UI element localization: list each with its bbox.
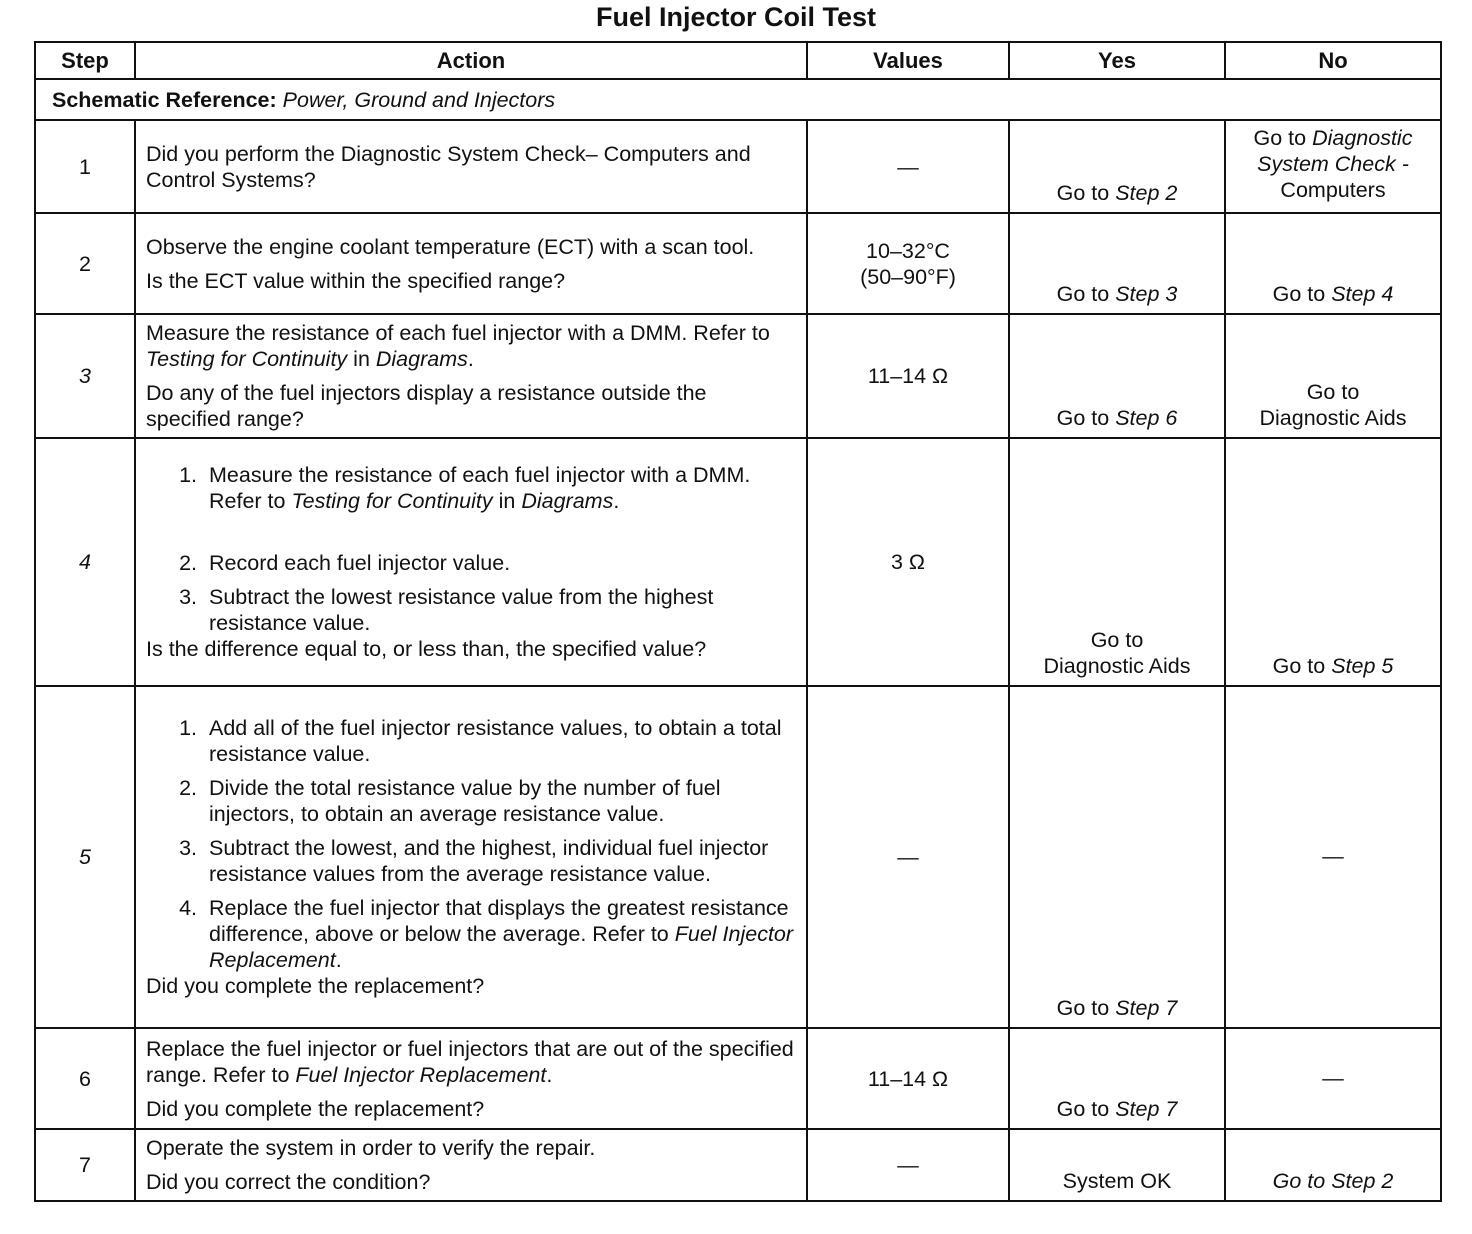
list-item-text: Add all of the fuel injector resistance values, to obtain a total resistance value.: [209, 716, 782, 766]
value-cell: —: [807, 120, 1009, 213]
yes-cell: [1009, 314, 1225, 438]
action-text-part: .: [546, 1062, 553, 1087]
yes-cell: [1009, 213, 1225, 314]
no-cell: —: [1225, 686, 1441, 1028]
table-row: [35, 314, 1441, 438]
yes-cell: [1009, 438, 1225, 686]
no-step-link: Go to Step 2: [1272, 1169, 1394, 1193]
doc-reference: Testing for Continuity: [146, 347, 348, 371]
page-title: Fuel Injector Coil Test: [595, 2, 877, 32]
value-cell: —: [807, 686, 1009, 1028]
action-question: Is the difference equal to, or less than, the specified value?: [146, 637, 707, 661]
list-item: [203, 715, 796, 767]
list-item-text: Replace the fuel injector that displays the greatest resistance difference, above or below the average. Refer to: [209, 896, 789, 946]
yes-line: Go to: [1090, 628, 1144, 652]
table-row: [35, 438, 1441, 686]
doc-reference: Testing for Continuity: [291, 489, 493, 513]
yes-cell: [1009, 1028, 1225, 1129]
no-suffix: Computers: [1280, 178, 1386, 202]
step-number: 4: [35, 438, 135, 686]
header-yes: Yes: [1009, 42, 1225, 79]
action-text: Operate the system in order to verify the repair.: [146, 1136, 596, 1160]
no-step-link: Step 5: [1331, 654, 1394, 678]
action-cell: [135, 438, 807, 686]
doc-reference: Fuel Injector Replacement: [295, 1062, 547, 1087]
list-item-text: Measure the resistance of each fuel injector with a DMM. Refer to: [209, 463, 751, 513]
list-item: [203, 895, 796, 973]
doc-reference: Fuel Injector Replacement: [209, 922, 794, 972]
step-number: 1: [35, 120, 135, 213]
header-action: Action: [135, 42, 807, 79]
schematic-reference: [35, 79, 1441, 120]
list-item: [203, 775, 796, 827]
table-row: [35, 1129, 1441, 1201]
list-item-text: .: [335, 948, 342, 972]
no-prefix: Go to: [1272, 282, 1332, 306]
value-fahrenheit: (50–90°F): [860, 264, 956, 289]
no-reference: Diagnostic System Check -: [1257, 126, 1413, 176]
list-item: [203, 584, 796, 636]
list-item: [203, 550, 796, 576]
no-prefix: Go to: [1253, 126, 1313, 150]
step-number: 3: [35, 314, 135, 438]
no-cell: [1225, 1129, 1441, 1201]
yes-step-link: Step 3: [1115, 282, 1178, 306]
table-row: [35, 213, 1441, 314]
list-item: [203, 835, 796, 887]
action-list: [146, 715, 796, 973]
yes-cell: [1009, 686, 1225, 1028]
value-cell: 3 Ω: [807, 438, 1009, 686]
no-cell: [1225, 120, 1441, 213]
action-text: [146, 1036, 796, 1088]
yes-cell: System OK: [1009, 1129, 1225, 1201]
no-cell: —: [1225, 1028, 1441, 1129]
action-list: [146, 462, 796, 636]
yes-prefix: Go to: [1056, 1097, 1116, 1121]
action-text: Observe the engine coolant temperature (ECT) with a scan tool.: [146, 234, 755, 259]
yes-prefix: Go to: [1056, 282, 1116, 306]
yes-step-link: Step 6: [1115, 406, 1178, 430]
table-row: [35, 686, 1441, 1028]
list-item-text: Subtract the lowest resistance value from the highest resistance value.: [209, 585, 714, 635]
action-cell: [135, 120, 807, 213]
action-cell: [135, 1028, 807, 1129]
no-cell: [1225, 314, 1441, 438]
yes-cell: [1009, 120, 1225, 213]
list-item: [203, 462, 796, 514]
step-number: 7: [35, 1129, 135, 1201]
header-step: Step: [35, 42, 135, 79]
value-cell: —: [807, 1129, 1009, 1201]
action-text-part: in: [347, 347, 376, 371]
yes-prefix: Go to: [1056, 406, 1116, 430]
list-item-text: Subtract the lowest, and the highest, individual fuel injector resistance values from the average resistance value.: [209, 836, 769, 886]
step-number: 6: [35, 1028, 135, 1129]
value-cell: 11–14 Ω: [807, 314, 1009, 438]
header-no: No: [1225, 42, 1441, 79]
action-text-part: Measure the resistance of each fuel injector with a DMM. Refer to: [146, 321, 770, 345]
action-question: Did you complete the replacement?: [146, 974, 485, 998]
action-text-part: Replace the fuel injector or fuel injectors that are out of the specified range. Refer to: [146, 1036, 794, 1087]
yes-step-link: Step 7: [1115, 1097, 1178, 1121]
yes-prefix: Go to: [1056, 996, 1116, 1020]
no-prefix: Go to: [1272, 654, 1332, 678]
doc-reference: Diagrams: [375, 347, 468, 371]
list-item-text: Divide the total resistance value by the number of fuel injectors, to obtain an average resistance value.: [209, 776, 721, 826]
yes-step-link: Step 2: [1115, 181, 1178, 205]
list-item-text: .: [613, 489, 620, 513]
schematic-reference-row: [35, 79, 1441, 120]
yes-prefix: Go to: [1056, 181, 1116, 205]
table-row: [35, 120, 1441, 213]
action-cell: [135, 1129, 807, 1201]
action-question: Did you complete the replacement?: [146, 1096, 485, 1121]
yes-line: Diagnostic Aids: [1043, 654, 1191, 678]
no-step-link: Step 4: [1331, 282, 1394, 306]
action-question: Did you correct the condition?: [146, 1170, 431, 1194]
value-cell: [807, 213, 1009, 314]
schematic-label: Schematic Reference:: [52, 87, 277, 112]
diagnostic-table: [34, 41, 1442, 1202]
yes-step-link: Step 7: [1115, 996, 1178, 1020]
no-line: Diagnostic Aids: [1259, 406, 1407, 430]
action-question: Do any of the fuel injectors display a resistance outside the specified range?: [146, 381, 707, 431]
header-values: Values: [807, 42, 1009, 79]
value-cell: 11–14 Ω: [807, 1028, 1009, 1129]
action-cell: [135, 686, 807, 1028]
table-row: [35, 1028, 1441, 1129]
no-cell: [1225, 213, 1441, 314]
schematic-value: Power, Ground and Injectors: [282, 87, 556, 112]
step-number: 2: [35, 213, 135, 314]
action-cell: [135, 213, 807, 314]
action-cell: [135, 314, 807, 438]
action-text-part: .: [467, 347, 474, 371]
action-text: Did you perform the Diagnostic System Check– Computers and Control Systems?: [146, 141, 751, 192]
step-number: 5: [35, 686, 135, 1028]
no-cell: [1225, 438, 1441, 686]
value-celsius: 10–32°C: [866, 238, 950, 263]
action-question: Is the ECT value within the specified range?: [146, 268, 566, 293]
list-item-text: Record each fuel injector value.: [209, 551, 511, 575]
no-line: Go to: [1306, 380, 1360, 404]
header-row: [35, 42, 1441, 79]
list-item-text: in: [492, 489, 522, 513]
action-text: [146, 320, 796, 372]
doc-reference: Diagrams: [521, 489, 614, 513]
